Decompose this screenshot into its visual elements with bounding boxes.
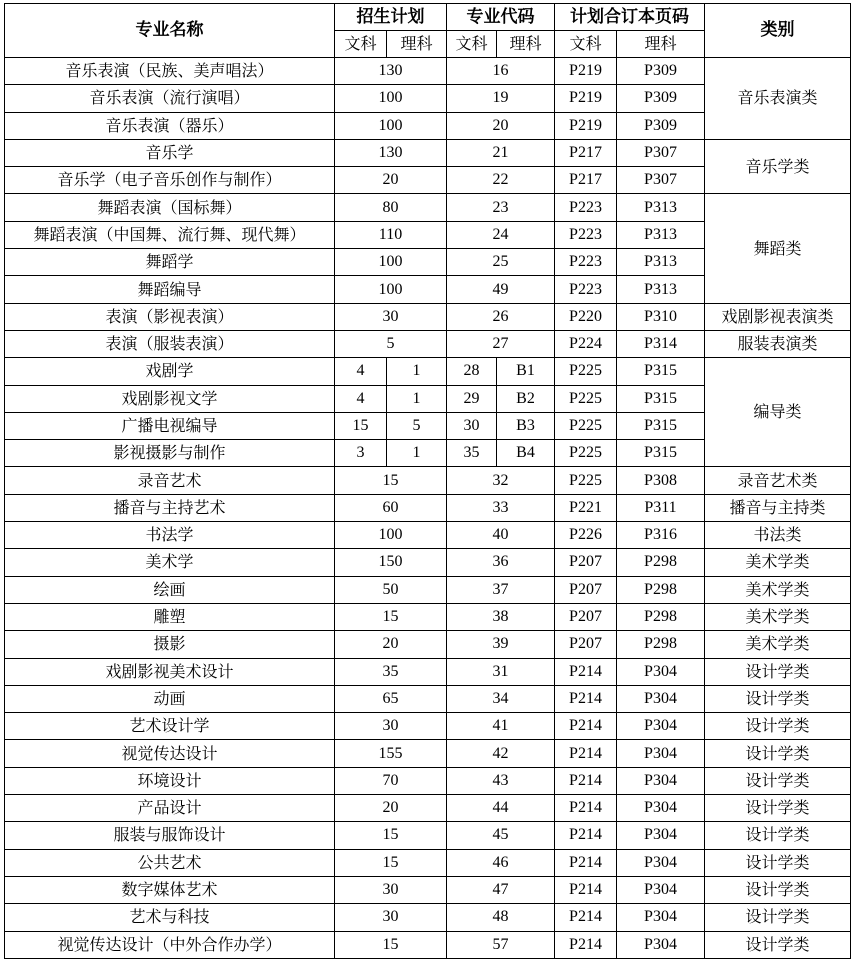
page-science-cell: P298 [617,631,705,658]
major-name-cell: 数字媒体艺术 [5,876,335,903]
major-name-cell: 播音与主持艺术 [5,494,335,521]
major-name-cell: 戏剧影视文学 [5,385,335,412]
header-plan-arts: 文科 [335,31,387,58]
major-name-cell: 视觉传达设计（中外合作办学） [5,931,335,958]
code-cell: 34 [447,685,555,712]
category-cell: 服装表演类 [705,330,851,357]
table-row [5,904,851,931]
table-row [5,58,851,85]
plan-science-cell: 1 [387,440,447,467]
major-name-cell: 音乐学 [5,139,335,166]
plan-cell: 30 [335,904,447,931]
page-arts-cell: P217 [555,167,617,194]
header-enrollment-plan: 招生计划 [335,4,447,31]
plan-cell: 130 [335,139,447,166]
major-name-cell: 艺术设计学 [5,713,335,740]
category-cell: 设计学类 [705,740,851,767]
page-science-cell: P304 [617,795,705,822]
plan-cell: 15 [335,467,447,494]
code-cell: 48 [447,904,555,931]
plan-cell: 130 [335,58,447,85]
plan-cell: 80 [335,194,447,221]
category-cell: 戏剧影视表演类 [705,303,851,330]
page-science-cell: P304 [617,904,705,931]
category-cell: 设计学类 [705,685,851,712]
page-science-cell: P313 [617,276,705,303]
plan-cell: 110 [335,221,447,248]
page-arts-cell: P214 [555,904,617,931]
code-cell: 39 [447,631,555,658]
category-cell: 设计学类 [705,904,851,931]
table-row [5,631,851,658]
page-science-cell: P304 [617,822,705,849]
major-name-cell: 艺术与科技 [5,904,335,931]
table-row [5,795,851,822]
page-arts-cell: P223 [555,249,617,276]
plan-cell: 100 [335,85,447,112]
page-arts-cell: P225 [555,358,617,385]
category-cell: 美术学类 [705,576,851,603]
major-name-cell: 绘画 [5,576,335,603]
major-name-cell: 公共艺术 [5,849,335,876]
code-cell: 16 [447,58,555,85]
page-arts-cell: P214 [555,685,617,712]
code-arts-cell: 30 [447,412,497,439]
page-arts-cell: P214 [555,849,617,876]
plan-arts-cell: 3 [335,440,387,467]
code-cell: 42 [447,740,555,767]
category-cell: 音乐表演类 [705,58,851,140]
table-body [5,58,851,959]
page-science-cell: P304 [617,767,705,794]
code-cell: 23 [447,194,555,221]
table-row [5,494,851,521]
code-cell: 45 [447,822,555,849]
category-cell: 设计学类 [705,849,851,876]
plan-cell: 20 [335,167,447,194]
code-arts-cell: 35 [447,440,497,467]
code-science-cell: B3 [497,412,555,439]
major-name-cell: 音乐表演（器乐） [5,112,335,139]
code-cell: 20 [447,112,555,139]
table-row [5,303,851,330]
category-cell: 美术学类 [705,631,851,658]
major-name-cell: 音乐学（电子音乐创作与制作） [5,167,335,194]
header-major-name: 专业名称 [5,4,335,58]
page-arts-cell: P214 [555,795,617,822]
page-arts-cell: P207 [555,576,617,603]
category-cell: 书法类 [705,522,851,549]
plan-cell: 30 [335,876,447,903]
category-cell: 设计学类 [705,795,851,822]
major-name-cell: 美术学 [5,549,335,576]
table-row [5,685,851,712]
major-name-cell: 动画 [5,685,335,712]
page-science-cell: P316 [617,522,705,549]
code-cell: 26 [447,303,555,330]
page-science-cell: P309 [617,58,705,85]
category-cell: 音乐学类 [705,139,851,194]
page-arts-cell: P219 [555,85,617,112]
plan-cell: 155 [335,740,447,767]
code-cell: 24 [447,221,555,248]
page-arts-cell: P214 [555,713,617,740]
page-arts-cell: P217 [555,139,617,166]
category-cell: 设计学类 [705,931,851,958]
page-science-cell: P298 [617,576,705,603]
code-cell: 36 [447,549,555,576]
header-page-arts: 文科 [555,31,617,58]
major-name-cell: 舞蹈学 [5,249,335,276]
code-cell: 19 [447,85,555,112]
page-arts-cell: P225 [555,412,617,439]
category-cell: 设计学类 [705,767,851,794]
plan-cell: 50 [335,576,447,603]
page-arts-cell: P221 [555,494,617,521]
plan-cell: 30 [335,303,447,330]
plan-cell: 100 [335,112,447,139]
table-row [5,740,851,767]
plan-cell: 100 [335,276,447,303]
page-arts-cell: P223 [555,276,617,303]
page-science-cell: P309 [617,85,705,112]
major-name-cell: 音乐表演（流行演唱） [5,85,335,112]
page-arts-cell: P223 [555,221,617,248]
code-cell: 40 [447,522,555,549]
code-cell: 22 [447,167,555,194]
plan-cell: 20 [335,795,447,822]
page-science-cell: P304 [617,876,705,903]
page-arts-cell: P214 [555,876,617,903]
page-arts-cell: P207 [555,603,617,630]
category-cell: 录音艺术类 [705,467,851,494]
plan-science-cell: 5 [387,412,447,439]
header-page-science: 理科 [617,31,705,58]
table-row [5,849,851,876]
major-name-cell: 表演（影视表演） [5,303,335,330]
major-name-cell: 戏剧学 [5,358,335,385]
table-row [5,603,851,630]
page-arts-cell: P224 [555,330,617,357]
major-name-cell: 戏剧影视美术设计 [5,658,335,685]
header-major-code: 专业代码 [447,4,555,31]
table-row [5,576,851,603]
plan-cell: 70 [335,767,447,794]
table-row [5,767,851,794]
page-science-cell: P304 [617,740,705,767]
code-cell: 27 [447,330,555,357]
major-name-cell: 表演（服装表演） [5,330,335,357]
page-science-cell: P315 [617,385,705,412]
code-science-cell: B4 [497,440,555,467]
major-name-cell: 环境设计 [5,767,335,794]
major-name-cell: 影视摄影与制作 [5,440,335,467]
code-cell: 37 [447,576,555,603]
code-cell: 32 [447,467,555,494]
page-science-cell: P311 [617,494,705,521]
page-science-cell: P315 [617,358,705,385]
table-row [5,549,851,576]
plan-cell: 15 [335,931,447,958]
page-arts-cell: P225 [555,467,617,494]
page-science-cell: P307 [617,139,705,166]
table-row [5,467,851,494]
code-cell: 38 [447,603,555,630]
page-science-cell: P304 [617,931,705,958]
code-cell: 25 [447,249,555,276]
table-row [5,822,851,849]
page-science-cell: P298 [617,549,705,576]
page-arts-cell: P226 [555,522,617,549]
page-science-cell: P313 [617,194,705,221]
page-arts-cell: P207 [555,631,617,658]
plan-arts-cell: 4 [335,358,387,385]
plan-cell: 15 [335,603,447,630]
major-name-cell: 音乐表演（民族、美声唱法） [5,58,335,85]
plan-cell: 20 [335,631,447,658]
page-arts-cell: P214 [555,658,617,685]
page-arts-cell: P220 [555,303,617,330]
code-cell: 33 [447,494,555,521]
page-arts-cell: P214 [555,822,617,849]
plan-arts-cell: 15 [335,412,387,439]
category-cell: 播音与主持类 [705,494,851,521]
page-science-cell: P315 [617,440,705,467]
major-name-cell: 摄影 [5,631,335,658]
page-science-cell: P309 [617,112,705,139]
table-row [5,358,851,385]
page-science-cell: P304 [617,685,705,712]
category-cell: 美术学类 [705,603,851,630]
page-arts-cell: P219 [555,58,617,85]
major-name-cell: 舞蹈编导 [5,276,335,303]
category-cell: 设计学类 [705,876,851,903]
code-science-cell: B1 [497,358,555,385]
page-science-cell: P313 [617,249,705,276]
plan-cell: 35 [335,658,447,685]
major-name-cell: 产品设计 [5,795,335,822]
plan-cell: 150 [335,549,447,576]
category-cell: 设计学类 [705,822,851,849]
header-category: 类别 [705,4,851,58]
page-science-cell: P315 [617,412,705,439]
enrollment-table [4,3,851,959]
page-science-cell: P308 [617,467,705,494]
table-row [5,931,851,958]
page-arts-cell: P223 [555,194,617,221]
code-cell: 44 [447,795,555,822]
page-science-cell: P307 [617,167,705,194]
major-name-cell: 广播电视编导 [5,412,335,439]
table-row [5,713,851,740]
code-cell: 31 [447,658,555,685]
page-arts-cell: P214 [555,931,617,958]
table-row [5,876,851,903]
plan-cell: 30 [335,713,447,740]
header-code-science: 理科 [497,31,555,58]
page-science-cell: P304 [617,849,705,876]
page-science-cell: P298 [617,603,705,630]
plan-cell: 100 [335,522,447,549]
table-row [5,522,851,549]
plan-cell: 100 [335,249,447,276]
plan-cell: 65 [335,685,447,712]
page-science-cell: P314 [617,330,705,357]
header-plan-science: 理科 [387,31,447,58]
table-row [5,194,851,221]
major-name-cell: 视觉传达设计 [5,740,335,767]
code-arts-cell: 28 [447,358,497,385]
major-name-cell: 雕塑 [5,603,335,630]
code-science-cell: B2 [497,385,555,412]
code-cell: 21 [447,139,555,166]
page-science-cell: P304 [617,658,705,685]
header-code-arts: 文科 [447,31,497,58]
table-row [5,330,851,357]
page-arts-cell: P219 [555,112,617,139]
major-name-cell: 书法学 [5,522,335,549]
plan-cell: 5 [335,330,447,357]
code-cell: 41 [447,713,555,740]
major-name-cell: 舞蹈表演（中国舞、流行舞、现代舞） [5,221,335,248]
category-cell: 美术学类 [705,549,851,576]
page-arts-cell: P214 [555,767,617,794]
category-cell: 舞蹈类 [705,194,851,303]
page-science-cell: P304 [617,713,705,740]
page-arts-cell: P207 [555,549,617,576]
table-row [5,658,851,685]
code-arts-cell: 29 [447,385,497,412]
major-name-cell: 服装与服饰设计 [5,822,335,849]
plan-science-cell: 1 [387,385,447,412]
plan-arts-cell: 4 [335,385,387,412]
page-arts-cell: P225 [555,385,617,412]
code-cell: 46 [447,849,555,876]
code-cell: 49 [447,276,555,303]
major-name-cell: 舞蹈表演（国标舞） [5,194,335,221]
plan-cell: 60 [335,494,447,521]
code-cell: 43 [447,767,555,794]
plan-cell: 15 [335,822,447,849]
page-arts-cell: P225 [555,440,617,467]
plan-cell: 15 [335,849,447,876]
category-cell: 设计学类 [705,713,851,740]
category-cell: 设计学类 [705,658,851,685]
major-name-cell: 录音艺术 [5,467,335,494]
plan-science-cell: 1 [387,358,447,385]
page-arts-cell: P214 [555,740,617,767]
code-cell: 57 [447,931,555,958]
category-cell: 编导类 [705,358,851,467]
table-row [5,139,851,166]
page-science-cell: P313 [617,221,705,248]
code-cell: 47 [447,876,555,903]
header-page-number: 计划合订本页码 [555,4,705,31]
page-science-cell: P310 [617,303,705,330]
